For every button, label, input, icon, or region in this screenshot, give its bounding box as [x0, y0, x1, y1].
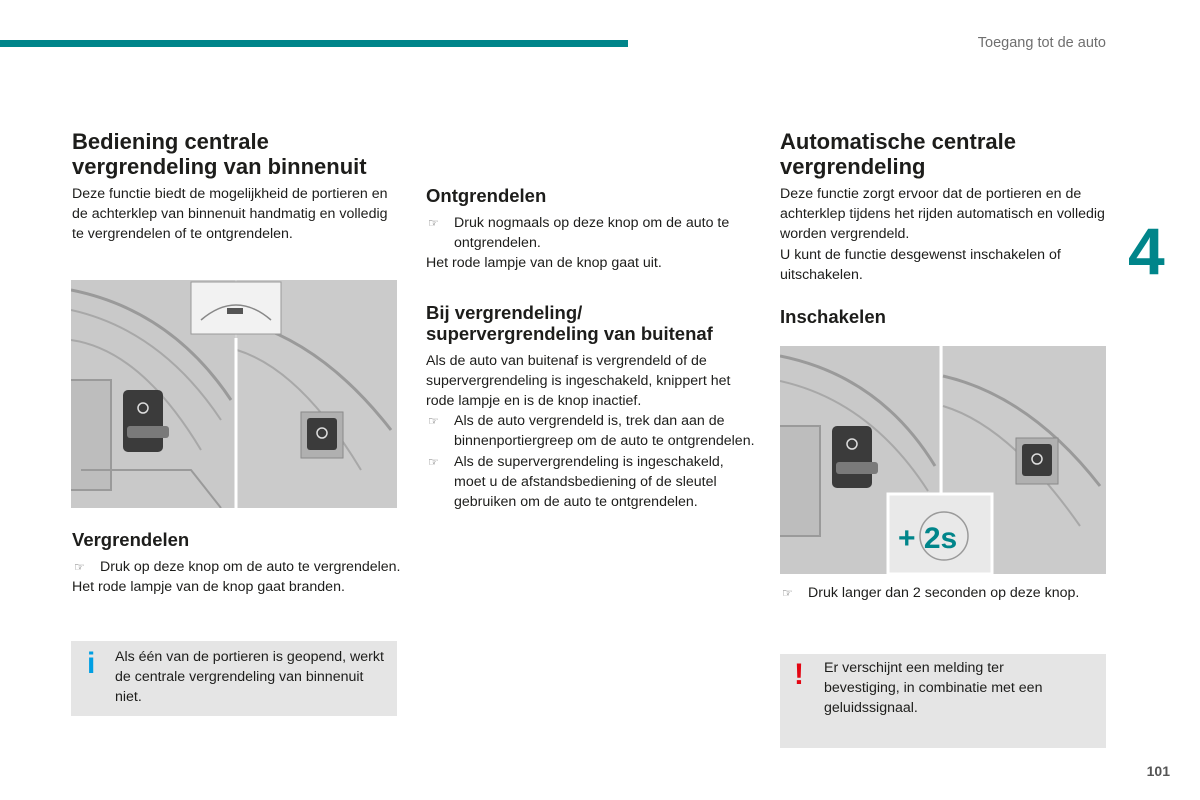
- pointer-icon: ☞: [428, 414, 439, 429]
- warning-icon: !: [794, 658, 804, 691]
- outside-bullet-1: [426, 411, 756, 451]
- enable-section: [780, 583, 1110, 603]
- middle-column: [426, 185, 756, 512]
- enable-heading: Inschakelen: [780, 306, 886, 328]
- page-number: 101: [1146, 763, 1170, 779]
- info-icon: i: [87, 647, 96, 680]
- lock-bullet-text: Druk op deze knop om de auto te vergrendelen.: [100, 559, 401, 575]
- chapter-number: 4: [1128, 214, 1165, 288]
- pointer-icon: ☞: [74, 560, 85, 574]
- pointer-icon: ☞: [428, 216, 439, 230]
- header-accent-bar: [0, 40, 628, 47]
- outside-bullet-2: [426, 452, 756, 513]
- lock-bullet: [72, 557, 402, 577]
- hold-duration-badge: + 2s: [898, 522, 958, 555]
- lock-heading: Vergrendelen: [72, 529, 190, 550]
- info-note-text: Als één van de portieren is geopend, werkt de centrale vergrendeling van binnenuit niet.: [115, 649, 384, 706]
- enable-bullet: [780, 583, 1110, 603]
- left-column: [72, 129, 402, 245]
- warning-note: [780, 654, 1106, 748]
- right-intro-2: U kunt de functie desgewenst inschakelen of uitschakelen.: [780, 246, 1061, 283]
- door-panel-illustration: [71, 280, 397, 508]
- auto-lock-illustration: [780, 346, 1106, 574]
- outside-text: Als de auto van buitenaf is vergrendeld of de supervergrendeling is ingeschakeld, knippert het rode lampje en is de knop inactief.: [426, 352, 731, 410]
- pointer-icon: ☞: [782, 586, 793, 600]
- left-intro: Deze functie biedt de mogelijkheid de portieren en de achterklep van binnenuit handmatig en volledig te vergrendelen of te ontgrendelen.: [72, 186, 388, 243]
- enable-bullet-text: Druk langer dan 2 seconden op deze knop.: [808, 585, 1080, 601]
- lock-result: Het rode lampje van de knop gaat branden.: [72, 579, 345, 596]
- unlock-bullet-text: Druk nogmaals op deze knop om de auto te ontgrendelen.: [454, 215, 730, 252]
- right-title: Automatische centrale vergrendeling: [780, 129, 1016, 179]
- warning-note-text: Er verschijnt een melding ter bevestiging, in combinatie met een geluidssignaal.: [824, 660, 1043, 717]
- outside-bullet-2-text: Als de supervergrendeling is ingeschakeld, moet u de afstandsbediening of de sleutel gebruiken om de auto te ontgrendelen.: [454, 453, 724, 511]
- outside-heading: Bij vergrendeling/ supervergrendeling van buitenaf: [426, 301, 713, 344]
- left-title: Bediening centrale vergrendeling van binnenuit: [72, 129, 367, 179]
- pointer-icon: ☞: [428, 454, 439, 469]
- central-locking-button-image: [71, 280, 397, 508]
- unlock-result: Het rode lampje van de knop gaat uit.: [426, 255, 662, 272]
- unlock-heading: Ontgrendelen: [426, 185, 547, 206]
- right-column: [780, 129, 1110, 327]
- section-title: Toegang tot de auto: [977, 35, 1106, 51]
- info-note: [71, 641, 397, 716]
- outside-bullet-1-text: Als de auto vergrendeld is, trek dan aan de binnenportiergreep om de auto te ontgrendelen.: [454, 413, 755, 450]
- unlock-bullet: [426, 213, 756, 253]
- right-intro-1: Deze functie zorgt ervoor dat de portieren en de achterklep tijdens het rijden automatisch en volledig worden vergrendeld.: [780, 186, 1105, 243]
- lock-section: [72, 529, 402, 597]
